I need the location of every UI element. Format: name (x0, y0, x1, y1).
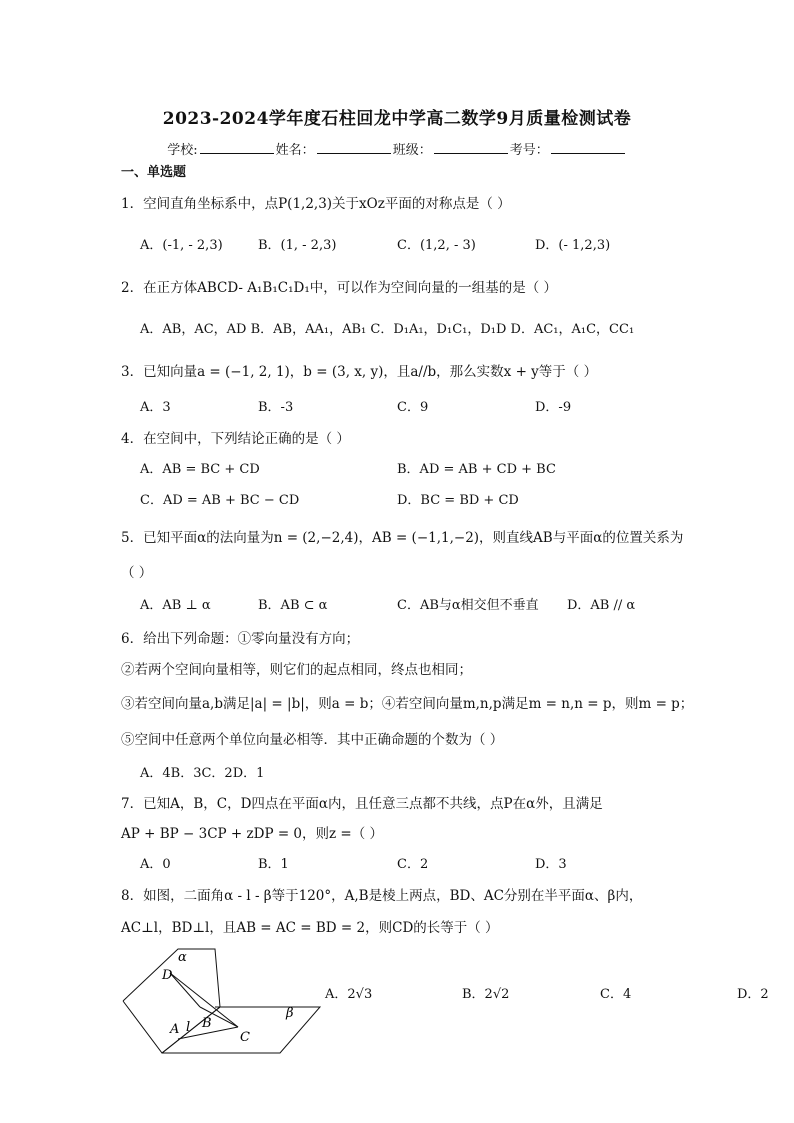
q7-equation: AP + BP − 3CP + zDP = 0，则z =（ ） (121, 826, 384, 842)
label-b: B (202, 1016, 212, 1031)
q7-stem: 7．已知A，B，C，D四点在平面α内，且任意三点都不共线，点P在α外，且满足 (121, 796, 603, 812)
student-info-row (0, 139, 794, 158)
q3-option-c: C．9 (397, 400, 429, 415)
q2-options: A．AB，AC，AD B．AB，AA₁，AB₁ C．D₁A₁，D₁C₁，D₁D D．AC₁，A₁C，CC₁ (140, 322, 635, 337)
q1-option-c: C．(1,2, - 3) (397, 238, 476, 253)
label-c: C (240, 1030, 250, 1045)
q7-option-b: B．1 (258, 857, 289, 872)
q3-option-b: B．-3 (258, 400, 294, 415)
q3-option-a: A．3 (140, 400, 171, 415)
q1-option-a: A．(-1, - 2,3) (140, 238, 223, 253)
class-label: 班级： (392, 143, 432, 158)
q4-option-b: B．AD = AB + CD + BC (397, 462, 556, 477)
label-alpha: α (178, 950, 187, 965)
q3-stem: 3．已知向量a = (−1, 2, 1)，b = (3, x, y)，且a//b，那么实数x + y等于（ ） (121, 364, 598, 380)
q1-option-d: D．(- 1,2,3) (535, 238, 611, 253)
q8-option-c: C．4 (600, 987, 632, 1002)
exam-no-label: 考号： (509, 143, 549, 158)
q8-option-a: A．2√3 (325, 987, 373, 1002)
q6-statement-2: ②若两个空间向量相等，则它们的起点相同，终点也相同； (121, 662, 472, 678)
school-blank (200, 141, 274, 154)
q7-option-a: A．0 (140, 857, 171, 872)
q6-stem: 6．给出下列命题：①零向量没有方向； (121, 631, 360, 647)
q5-option-d: D．AB // α (567, 598, 636, 613)
q5-stem: 5．已知平面α的法向量为n = (2,−2,4)，AB = (−1,1,−2)，则直线AB与平面α的位置关系为 (121, 530, 684, 546)
q3-option-d: D．-9 (535, 400, 572, 415)
q6-statement-3-4: ③若空间向量a,b满足|a| = |b|，则a = b；④若空间向量m,n,p满足m = n,n = p，则m = p； (121, 696, 694, 712)
q8-stem: 8．如图，二面角α - l - β等于120°，A,B是棱上两点，BD、AC分别在半平面α、β内， (121, 888, 643, 904)
q7-option-c: C．2 (397, 857, 429, 872)
q5-option-b: B．AB ⊂ α (258, 598, 328, 613)
q6-options: A．4B．3C．2D．1 (140, 766, 265, 781)
q4-option-d: D．BC = BD + CD (397, 493, 519, 508)
q6-statement-5: ⑤空间中任意两个单位向量必相等．其中正确命题的个数为（ ） (121, 732, 504, 748)
class-blank (434, 141, 508, 154)
q5-stem-paren: （ ） (121, 565, 153, 581)
school-label: 学校: (167, 143, 198, 158)
label-beta: β (286, 1006, 294, 1021)
q1-option-b: B．(1, - 2,3) (258, 238, 337, 253)
q8-option-d: D．2 (737, 987, 769, 1002)
section-heading: 一、单选题 (121, 165, 187, 180)
q7-option-d: D．3 (535, 857, 567, 872)
page-title: 2023-2024学年度石柱回龙中学高二数学9月质量检测试卷 (162, 109, 632, 129)
name-label: 姓名： (275, 143, 315, 158)
q4-stem: 4．在空间中，下列结论正确的是（ ） (121, 431, 350, 447)
dihedral-angle-figure (120, 945, 335, 1055)
label-a: A (170, 1022, 180, 1037)
exam-no-blank (551, 141, 625, 154)
q8-option-b: B．2√2 (462, 987, 510, 1002)
segment-bd (170, 973, 200, 1007)
q2-stem: 2．在正方体ABCD- A₁B₁C₁D₁中，可以作为空间向量的一组基的是（ ） (121, 280, 558, 296)
q8-condition: AC⊥l，BD⊥l，且AB = AC = BD = 2，则CD的长等于（ ） (121, 920, 499, 936)
q5-option-c: C．AB与α相交但不垂直 (397, 598, 539, 613)
q1-stem: 1．空间直角坐标系中，点P(1,2,3)关于xOz平面的对称点是（ ） (121, 196, 511, 212)
name-blank (317, 141, 391, 154)
label-l: l (186, 1020, 191, 1035)
q4-option-a: A．AB = BC + CD (140, 462, 260, 477)
q4-option-c: C．AD = AB + BC − CD (140, 493, 300, 508)
label-d: D (162, 968, 173, 983)
q5-option-a: A．AB ⊥ α (140, 598, 211, 613)
